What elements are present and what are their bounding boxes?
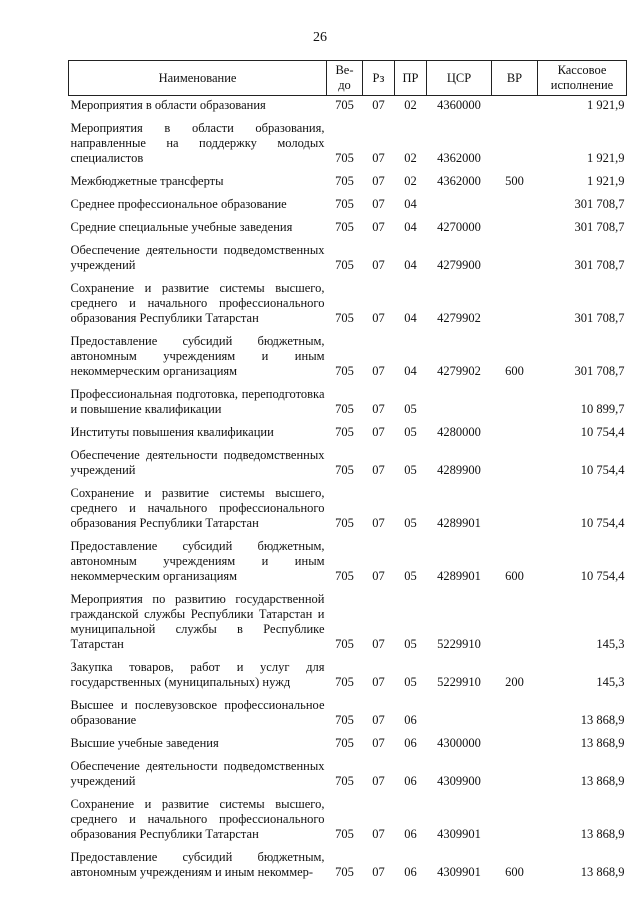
row-amount: 13 868,9	[580, 827, 625, 841]
row-vr	[492, 214, 538, 237]
row-amount: 13 868,9	[580, 865, 625, 879]
row-amount: 301 708,7	[574, 311, 625, 325]
row-pr: 02	[404, 98, 417, 112]
row-pr: 04	[404, 364, 417, 378]
row-amount: 10 754,4	[580, 425, 625, 439]
row-ved: 705	[335, 402, 354, 416]
table-row	[69, 237, 627, 275]
table-row	[69, 480, 627, 533]
table-body	[69, 96, 627, 883]
table-row	[69, 115, 627, 168]
row-pr: 04	[404, 258, 417, 272]
header-ved	[327, 61, 363, 96]
row-name: Высшее и послевузовское профессиональное образование	[70, 698, 325, 727]
row-amount: 10 754,4	[580, 569, 625, 583]
row-pr: 02	[404, 174, 417, 188]
row-amount: 301 708,7	[574, 197, 625, 211]
header-ved-line1: Ве-	[335, 63, 354, 77]
row-name: Профессиональная подготовка, переподготовка и повышение квалификации	[70, 387, 325, 416]
row-rz: 07	[372, 516, 385, 530]
row-vr	[492, 692, 538, 730]
row-csr: 4309900	[437, 774, 481, 788]
row-vr	[492, 115, 538, 168]
table-row	[69, 442, 627, 480]
row-csr	[427, 381, 492, 419]
row-csr: 4360000	[437, 98, 481, 112]
header-name: Наименование	[69, 61, 327, 96]
header-amount-line1: Кассовое	[557, 63, 607, 77]
row-vr	[492, 191, 538, 214]
table-row	[69, 275, 627, 328]
row-csr: 4289901	[437, 569, 481, 583]
budget-table	[68, 60, 627, 882]
row-amount: 1 921,9	[587, 98, 625, 112]
row-pr: 04	[404, 197, 417, 211]
row-csr: 4289900	[437, 463, 481, 477]
row-rz: 07	[372, 197, 385, 211]
row-amount: 1 921,9	[587, 174, 625, 188]
row-rz: 07	[372, 425, 385, 439]
row-pr: 05	[404, 637, 417, 651]
row-ved: 705	[335, 174, 354, 188]
row-rz: 07	[372, 174, 385, 188]
table-row	[69, 533, 627, 586]
table-row	[69, 328, 627, 381]
row-vr	[492, 791, 538, 844]
row-name: Средние специальные учебные заведения	[70, 220, 293, 234]
row-name: Предоставление субсидий бюджетным, автономным учреждениям и иным некоммер-	[70, 850, 325, 879]
row-pr: 02	[404, 151, 417, 165]
row-csr: 4362000	[437, 151, 481, 165]
header-rz: Рз	[363, 61, 395, 96]
row-ved: 705	[335, 463, 354, 477]
row-csr: 4289901	[437, 516, 481, 530]
row-vr: 500	[505, 174, 524, 188]
row-rz: 07	[372, 220, 385, 234]
row-ved: 705	[335, 151, 354, 165]
row-name: Обеспечение деятельности подведомственных учреждений	[70, 243, 325, 272]
row-amount: 145,3	[596, 637, 625, 651]
row-ved: 705	[335, 197, 354, 211]
row-name: Сохранение и развитие системы высшего, среднего и начального профессионального образования Республики Татарстан	[70, 486, 325, 530]
row-pr: 06	[404, 827, 417, 841]
row-pr: 05	[404, 675, 417, 689]
table-row	[69, 419, 627, 442]
row-ved: 705	[335, 258, 354, 272]
row-rz: 07	[372, 637, 385, 651]
row-ved: 705	[335, 220, 354, 234]
row-amount: 301 708,7	[574, 364, 625, 378]
header-csr: ЦСР	[427, 61, 492, 96]
row-ved: 705	[335, 311, 354, 325]
row-vr	[492, 381, 538, 419]
header-pr: ПР	[395, 61, 427, 96]
row-pr: 06	[404, 865, 417, 879]
row-vr: 600	[505, 364, 524, 378]
row-vr	[492, 442, 538, 480]
header-vr: ВР	[492, 61, 538, 96]
row-name: Мероприятия в области образования	[70, 98, 266, 112]
row-amount: 10 899,7	[580, 402, 625, 416]
table-row	[69, 791, 627, 844]
table-row	[69, 168, 627, 191]
row-ved: 705	[335, 425, 354, 439]
header-amount	[538, 61, 627, 96]
row-rz: 07	[372, 311, 385, 325]
table-row	[69, 214, 627, 237]
row-ved: 705	[335, 516, 354, 530]
row-ved: 705	[335, 774, 354, 788]
table-row	[69, 586, 627, 654]
table-row	[69, 692, 627, 730]
row-rz: 07	[372, 569, 385, 583]
table-row	[69, 381, 627, 419]
row-name: Мероприятия по развитию государственной гражданской службы Республики Татарстан и муниципальной службы в Республике Татарстан	[70, 592, 325, 651]
table-row	[69, 96, 627, 116]
row-vr	[492, 275, 538, 328]
header-amount-line2: исполнение	[550, 78, 614, 92]
row-amount: 301 708,7	[574, 220, 625, 234]
row-amount: 10 754,4	[580, 463, 625, 477]
row-ved: 705	[335, 675, 354, 689]
row-ved: 705	[335, 736, 354, 750]
row-vr	[492, 96, 538, 116]
row-pr: 05	[404, 463, 417, 477]
row-pr: 05	[404, 516, 417, 530]
table-row	[69, 753, 627, 791]
row-amount: 301 708,7	[574, 258, 625, 272]
page-number: 26	[313, 30, 327, 45]
row-amount: 10 754,4	[580, 516, 625, 530]
row-rz: 07	[372, 865, 385, 879]
row-csr: 4279902	[437, 364, 481, 378]
row-vr	[492, 730, 538, 753]
row-vr: 200	[505, 675, 524, 689]
table-header-row	[69, 61, 627, 96]
row-vr	[492, 419, 538, 442]
row-name: Предоставление субсидий бюджетным, автономным учреждениям и иным некоммерческим организациям	[70, 334, 325, 378]
row-name: Обеспечение деятельности подведомственных учреждений	[70, 759, 325, 788]
header-ved-line2: до	[338, 78, 351, 92]
row-csr: 4279900	[437, 258, 481, 272]
row-pr: 04	[404, 220, 417, 234]
row-amount: 13 868,9	[580, 713, 625, 727]
row-csr: 4362000	[437, 174, 481, 188]
row-vr: 600	[505, 865, 524, 879]
row-csr: 4309901	[437, 827, 481, 841]
row-csr: 5229910	[437, 637, 481, 651]
row-csr	[427, 692, 492, 730]
row-name: Обеспечение деятельности подведомственных учреждений	[70, 448, 325, 477]
row-ved: 705	[335, 637, 354, 651]
row-csr: 4300000	[437, 736, 481, 750]
row-pr: 06	[404, 736, 417, 750]
row-name: Среднее профессиональное образование	[70, 197, 287, 211]
row-vr	[492, 480, 538, 533]
row-pr: 06	[404, 774, 417, 788]
row-csr: 4270000	[437, 220, 481, 234]
row-vr	[492, 586, 538, 654]
row-vr: 600	[505, 569, 524, 583]
row-rz: 07	[372, 364, 385, 378]
row-name: Институты повышения квалификации	[70, 425, 274, 439]
row-rz: 07	[372, 675, 385, 689]
row-ved: 705	[335, 569, 354, 583]
row-rz: 07	[372, 402, 385, 416]
table-row	[69, 730, 627, 753]
row-name: Межбюджетные трансферты	[70, 174, 224, 188]
row-name: Предоставление субсидий бюджетным, автономным учреждениям и иным некоммерческим организациям	[70, 539, 325, 583]
row-rz: 07	[372, 258, 385, 272]
row-amount: 145,3	[596, 675, 625, 689]
row-csr: 4279902	[437, 311, 481, 325]
row-name: Сохранение и развитие системы высшего, среднего и начального профессионального образования Республики Татарстан	[70, 797, 325, 841]
row-rz: 07	[372, 736, 385, 750]
row-amount: 1 921,9	[587, 151, 625, 165]
row-ved: 705	[335, 98, 354, 112]
table-row	[69, 844, 627, 882]
row-rz: 07	[372, 713, 385, 727]
row-pr: 05	[404, 402, 417, 416]
row-amount: 13 868,9	[580, 774, 625, 788]
row-rz: 07	[372, 151, 385, 165]
row-vr	[492, 753, 538, 791]
row-rz: 07	[372, 463, 385, 477]
row-ved: 705	[335, 865, 354, 879]
table-row	[69, 654, 627, 692]
row-csr: 5229910	[437, 675, 481, 689]
row-amount: 13 868,9	[580, 736, 625, 750]
row-name: Высшие учебные заведения	[70, 736, 219, 750]
row-ved: 705	[335, 364, 354, 378]
row-csr: 4280000	[437, 425, 481, 439]
row-ved: 705	[335, 827, 354, 841]
row-vr	[492, 237, 538, 275]
row-pr: 05	[404, 425, 417, 439]
row-pr: 05	[404, 569, 417, 583]
row-rz: 07	[372, 774, 385, 788]
table-row	[69, 191, 627, 214]
row-csr	[427, 191, 492, 214]
row-rz: 07	[372, 98, 385, 112]
row-name: Мероприятия в области образования, направленные на поддержку молодых специалистов	[70, 121, 325, 165]
row-name: Закупка товаров, работ и услуг для государственных (муниципальных) нужд	[70, 660, 325, 689]
row-name: Сохранение и развитие системы высшего, среднего и начального профессионального образования Республики Татарстан	[70, 281, 325, 325]
row-rz: 07	[372, 827, 385, 841]
row-csr: 4309901	[437, 865, 481, 879]
row-pr: 04	[404, 311, 417, 325]
row-ved: 705	[335, 713, 354, 727]
row-pr: 06	[404, 713, 417, 727]
